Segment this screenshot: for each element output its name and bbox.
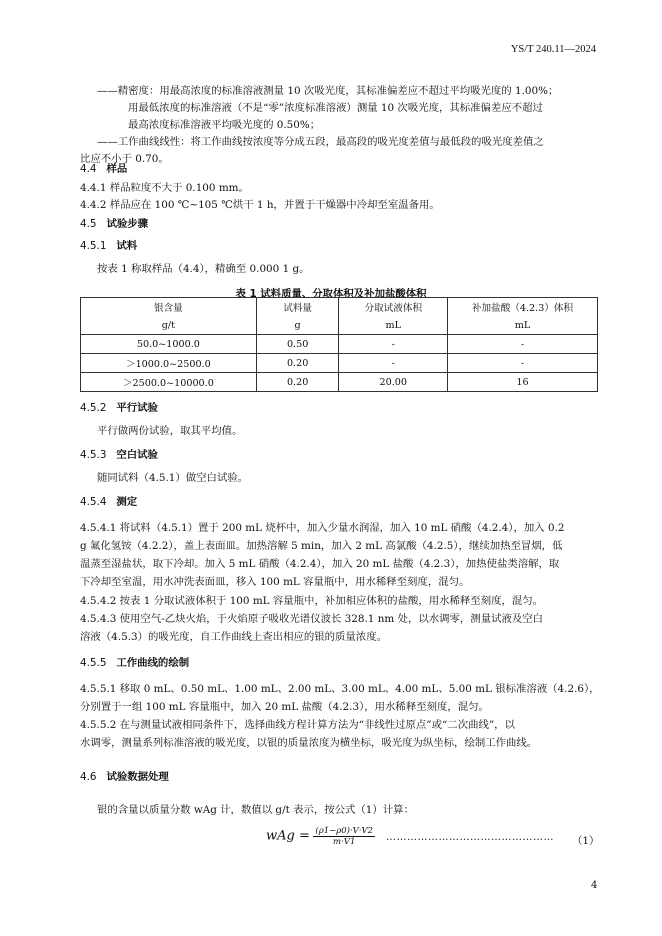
table-row xyxy=(81,354,598,373)
formula-fraction xyxy=(313,826,375,847)
table-cell: ＞2500.0~10000.0 xyxy=(81,373,257,392)
intro-line-1: ——精密度：用最高浓度的标准溶液测量 10 次吸光度，其标准偏差应不超过平均吸光度的 1.00%； xyxy=(97,85,559,97)
section-4-5-4-1-line-3: 温蒸至湿盐状，取下冷却。加入 5 mL 硝酸（4.2.4），加入 20 mL 盐酸（4.2.3），加热使盐类溶解，取 xyxy=(80,558,560,570)
table-header: 分取试液体积 xyxy=(339,298,448,317)
section-number: 4.6 xyxy=(80,771,97,783)
section-4-4-1: 4.4.1 样品粒度不大于 0.100 mm。 xyxy=(80,182,249,194)
section-title: 试验数据处理 xyxy=(106,771,169,783)
section-4-5-2-text: 平行做两份试验，取其平均值。 xyxy=(97,425,243,437)
section-title: 平行试验 xyxy=(116,402,158,414)
data-table xyxy=(80,297,598,392)
formula-number: （1） xyxy=(572,835,600,847)
section-number: 4.5 xyxy=(80,218,97,230)
section-4-5-5-heading xyxy=(80,655,600,672)
section-4-5-3-text: 随同试料（4.5.1）做空白试验。 xyxy=(97,472,249,484)
section-number: 4.5.5 xyxy=(80,657,107,669)
table-unit: mL xyxy=(448,316,598,335)
section-title: 工作曲线的绘制 xyxy=(116,657,190,669)
section-number: 4.5.3 xyxy=(80,449,107,461)
section-number: 4.4 xyxy=(80,163,97,175)
section-4-4-2: 4.4.2 样品应在 100 ℃~105 ℃烘干 1 h，并置于干燥器中冷却至室温备用。 xyxy=(80,199,440,211)
formula-leader-dots: ………………………………………… xyxy=(386,832,554,843)
table-row xyxy=(81,335,598,354)
section-4-5-heading xyxy=(80,216,600,233)
table-unit: g/t xyxy=(81,316,257,335)
table-cell: 0.20 xyxy=(256,373,339,392)
table-cell: 0.50 xyxy=(256,335,339,354)
table-cell: - xyxy=(339,354,448,373)
section-title: 试料 xyxy=(116,240,138,252)
section-number: 4.5.1 xyxy=(80,240,107,252)
table-unit: g xyxy=(256,316,339,335)
table-cell: ＞1000.0~2500.0 xyxy=(81,354,257,373)
section-title: 试验步骤 xyxy=(106,218,149,230)
section-4-6-text: 银的含量以质量分数 wAg 计，数值以 g/t 表示，按公式（1）计算： xyxy=(97,804,414,816)
section-title: 测定 xyxy=(116,496,138,508)
section-4-5-3-heading xyxy=(80,447,600,464)
formula-lhs: wAg = xyxy=(266,828,310,844)
section-4-5-2-heading xyxy=(80,400,600,417)
section-4-5-4-1-line-2: g 氟化氢铵（4.2.2），盖上表面皿。加热溶解 5 min，加入 2 mL 高氯酸（4.2.5），继续加热至冒烟，低 xyxy=(80,540,563,552)
intro-line-3: 最高浓度标准溶液平均吸光度的 0.50%； xyxy=(128,119,321,131)
table-cell: - xyxy=(448,335,598,354)
table-row xyxy=(81,373,598,392)
section-4-5-5-2-line-1: 4.5.5.2 在与测量试液相同条件下，选择曲线方程计算方法为“非线性过原点”或“二次曲线”，以 xyxy=(80,719,515,731)
table-cell: - xyxy=(448,354,598,373)
formula-1 xyxy=(266,826,375,847)
formula-denominator: m·V1 xyxy=(333,837,356,847)
table-cell: 20.00 xyxy=(339,373,448,392)
section-4-5-5-1-line-1: 4.5.5.1 移取 0 mL、0.50 mL、1.00 mL、2.00 mL、3.00 mL、4.00 mL、5.00 mL 银标准溶液（4.2.6）， xyxy=(80,683,600,695)
table-title: 表 1 试料质量、分取体积及补加盐酸体积 xyxy=(235,288,427,300)
table-cell: - xyxy=(339,335,448,354)
section-number: 4.5.2 xyxy=(80,402,107,414)
table-unit: mL xyxy=(339,316,448,335)
table-header: 试料量 xyxy=(256,298,339,317)
section-4-5-4-3-line-1: 4.5.4.3 使用空气-乙炔火焰，于火焰原子吸收光谱仪波长 328.1 nm 处，以水调零，测量试液及空白 xyxy=(80,613,544,625)
intro-line-4: ——工作曲线线性：将工作曲线按浓度等分成五段，最高段的吸光度差值与最低段的吸光度差值之 xyxy=(97,136,544,148)
section-4-5-4-1-line-1: 4.5.4.1 将试料（4.5.1）置于 200 mL 烧杯中，加入少量水润湿，加入 10 mL 硝酸（4.2.4），加入 0.2 xyxy=(80,522,565,534)
section-4-5-5-2-line-2: 水调零，测量系列标准溶液的吸光度，以银的质量浓度为横坐标，吸光度为纵坐标，绘制工作曲线。 xyxy=(80,737,538,749)
table-header: 补加盐酸（4.2.3）体积 xyxy=(448,298,598,317)
table-cell: 16 xyxy=(448,373,598,392)
page-number: 4 xyxy=(591,880,598,891)
section-4-4-heading xyxy=(80,161,600,178)
table-cell: 50.0~1000.0 xyxy=(81,335,257,354)
table-cell: 0.20 xyxy=(256,354,339,373)
table-header: 银含量 xyxy=(81,298,257,317)
section-4-5-4-2: 4.5.4.2 按表 1 分取试液体积于 100 mL 容量瓶中，补加相应体积的盐酸，用水稀释至刻度，混匀。 xyxy=(80,595,544,607)
section-4-6-heading xyxy=(80,769,600,786)
section-number: 4.5.4 xyxy=(80,496,107,508)
intro-line-2: 用最低浓度的标准溶液（不是“零”浓度标准溶液）测量 10 次吸光度，其标准偏差应不超过 xyxy=(128,102,543,114)
section-4-5-5-1-line-2: 分别置于一组 100 mL 容量瓶中，加入 20 mL 盐酸（4.2.3），用水稀释至刻度，混匀。 xyxy=(80,701,489,713)
formula-numerator: (ρ1−ρ0)·V·V2 xyxy=(315,826,374,836)
section-4-5-4-3-line-2: 溶液（4.5.3）的吸光度，自工作曲线上查出相应的银的质量浓度。 xyxy=(80,631,387,643)
section-4-5-4-heading xyxy=(80,494,600,511)
section-4-5-1-text: 按表 1 称取样品（4.4），精确至 0.000 1 g。 xyxy=(97,263,310,275)
section-title: 空白试验 xyxy=(116,449,158,461)
intro-line-5: 比应不小于 0.70。 xyxy=(80,153,169,165)
standard-id-header: YS/T 240.11—2024 xyxy=(510,44,596,55)
section-4-5-1-heading xyxy=(80,238,600,255)
section-title: 样品 xyxy=(106,163,128,175)
section-4-5-4-1-line-4: 下冷却至室温，用水冲洗表面皿，移入 100 mL 容量瓶中，用水稀释至刻度，混匀。 xyxy=(80,576,470,588)
